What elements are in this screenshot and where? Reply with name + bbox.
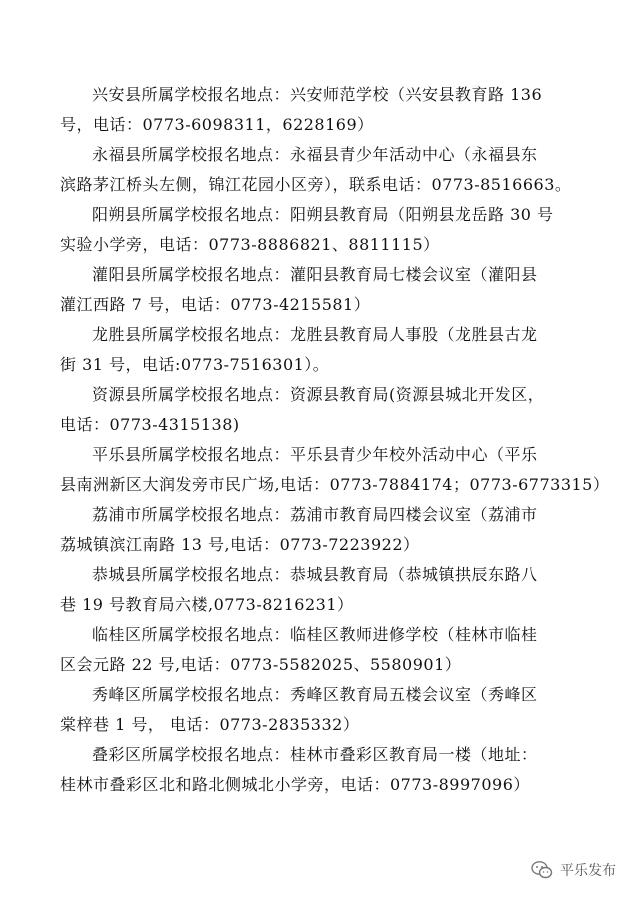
entry-line: 恭城县所属学校报名地点：恭城县教育局（恭城镇拱辰东路八: [92, 565, 538, 584]
entry-line: 区会元路 22 号,电话：0773-5582025、5580901）: [60, 655, 462, 674]
wechat-icon: [530, 858, 554, 882]
entry-line: 平乐县所属学校报名地点：平乐县青少年校外活动中心（平乐: [92, 445, 538, 464]
entry-line: 叠彩区所属学校报名地点：桂林市叠彩区教育局一楼（地址：: [92, 745, 538, 764]
entry-line: 桂林市叠彩区北和路北侧城北小学旁，电话：0773-8997096）: [60, 775, 530, 794]
entry-line: 棠梓巷 1 号， 电话：0773-2835332）: [60, 715, 360, 734]
entry-guanyang: [60, 260, 580, 320]
entry-yangshuo: [60, 200, 580, 260]
entry-lipu: [60, 500, 580, 560]
entry-line: 实验小学旁，电话：0773-8886821、8811115）: [60, 235, 440, 254]
entry-ziyuan: [60, 380, 580, 440]
entry-line: 龙胜县所属学校报名地点：龙胜县教育局人事股（龙胜县古龙: [92, 325, 538, 344]
entry-line: 永福县所属学校报名地点：永福县青少年活动中心（永福县东: [92, 145, 538, 164]
entry-line: 荔浦市所属学校报名地点：荔浦市教育局四楼会议室（荔浦市: [92, 505, 538, 524]
entry-line: 灌江西路 7 号，电话：0773-4215581）: [60, 295, 371, 314]
entry-line: 巷 19 号教育局六楼,0773-8216231）: [60, 595, 354, 614]
entry-lingui: [60, 620, 580, 680]
entry-diecai: [60, 740, 580, 800]
entry-line: 阳朔县所属学校报名地点：阳朔县教育局（阳朔县龙岳路 30 号: [92, 205, 554, 224]
entry-line: 荔城镇滨江南路 13 号,电话：0773-7223922）: [60, 535, 420, 554]
entry-line: 资源县所属学校报名地点：资源县教育局(资源县城北开发区，: [92, 385, 545, 404]
entry-longsheng: [60, 320, 580, 380]
entry-line: 兴安县所属学校报名地点：兴安师范学校（兴安县教育路 136: [92, 85, 543, 104]
watermark-logo: [530, 856, 616, 884]
entry-xiufeng: [60, 680, 580, 740]
entry-line: 滨路茅江桥头左侧，锦江花园小区旁），联系电话：0773-8516663。: [60, 175, 572, 194]
entry-line: 临桂区所属学校报名地点：临桂区教师进修学校（桂林市临桂: [92, 625, 538, 644]
entry-line: 县南洲新区大润发旁市民广场,电话：0773-7884174；0773-6773315）: [60, 475, 610, 494]
watermark-text: 平乐发布: [560, 863, 616, 879]
entry-pingle: [60, 440, 610, 500]
entry-xingan: [60, 80, 580, 140]
entry-line: 电话：0773-4315138): [60, 415, 240, 434]
entry-gongcheng: [60, 560, 580, 620]
entry-yongfu: [60, 140, 580, 200]
entry-line: 灌阳县所属学校报名地点：灌阳县教育局七楼会议室（灌阳县: [92, 265, 538, 284]
entry-line: 街 31 号，电话:0773-7516301）。: [60, 355, 330, 374]
entry-line: 秀峰区所属学校报名地点：秀峰区教育局五楼会议室（秀峰区: [92, 685, 538, 704]
entry-line: 号，电话：0773-6098311，6228169）: [60, 115, 374, 134]
